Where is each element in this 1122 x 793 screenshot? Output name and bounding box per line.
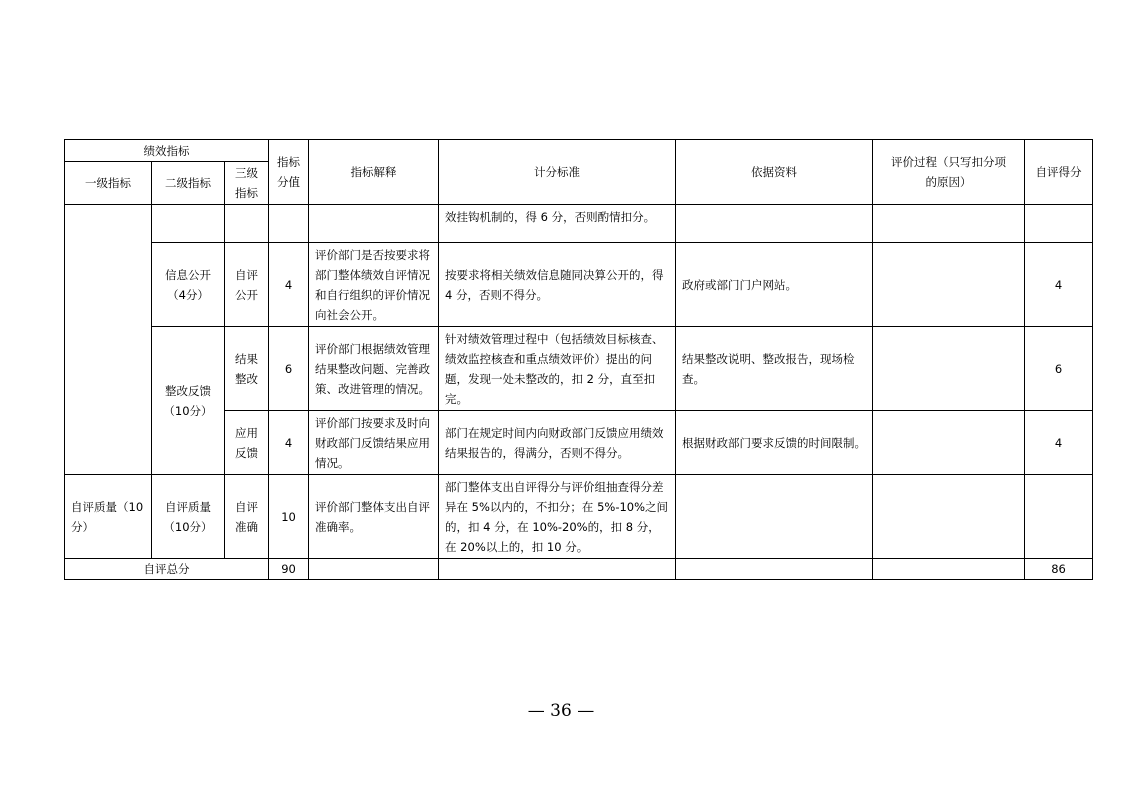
explain-cell: 评价部门按要求及时向财政部门反馈结果应用情况。 (309, 411, 439, 475)
explain-cell: 评价部门根据绩效管理结果整改问题、完善政策、改进管理的情况。 (309, 327, 439, 411)
header-level2-indicator: 二级指标 (152, 162, 225, 205)
basis-cell (676, 205, 873, 243)
level2-cell (152, 243, 225, 327)
level2-cell (152, 205, 225, 243)
basis-cell (676, 475, 873, 559)
score-cell: 4 (269, 411, 309, 475)
header-level1-indicator: 一级指标 (65, 162, 152, 205)
level2-text: 整改反馈（10分） (163, 383, 213, 418)
level2-cell (152, 327, 225, 475)
header-indicator-score (269, 140, 309, 205)
self-score-cell (1025, 205, 1093, 243)
basis-cell: 根据财政部门要求反馈的时间限制。 (676, 411, 873, 475)
standard-cell: 针对绩效管理过程中（包括绩效目标核查、绩效监控核查和重点绩效评价）提出的问题，发现一处未整改的，扣 2 分，直至扣完。 (439, 327, 676, 411)
table-row (65, 475, 1093, 559)
score-cell (269, 205, 309, 243)
explain-cell (309, 205, 439, 243)
self-score-cell (1025, 475, 1093, 559)
basis-cell: 政府或部门门户网站。 (676, 243, 873, 327)
level3-cell (225, 327, 269, 411)
total-explain-cell (309, 559, 439, 580)
total-basis-cell (676, 559, 873, 580)
level3-text: 应用反馈 (235, 425, 258, 460)
process-cell (873, 205, 1025, 243)
table-row (65, 243, 1093, 327)
total-score: 90 (269, 559, 309, 580)
header-indicator-score-text: 指标分值 (277, 155, 301, 189)
explain-cell: 评价部门是否按要求将部门整体绩效自评情况和自行组织的评价情况向社会公开。 (309, 243, 439, 327)
total-self-score: 86 (1025, 559, 1093, 580)
level1-cell-empty (65, 205, 152, 475)
standard-cell: 按要求将相关绩效信息随同决算公开的，得 4 分，否则不得分。 (439, 243, 676, 327)
level3-text: 自评公开 (235, 267, 258, 302)
level3-cell (225, 475, 269, 559)
score-cell: 6 (269, 327, 309, 411)
standard-cell: 效挂钩机制的，得 6 分，否则酌情扣分。 (439, 205, 676, 243)
header-level3-indicator-text: 三级指标 (235, 166, 258, 200)
level3-text: 结果整改 (235, 351, 258, 386)
self-score-cell: 4 (1025, 243, 1093, 327)
score-cell: 10 (269, 475, 309, 559)
header-basis-material: 依据资料 (676, 140, 873, 205)
table-row (65, 327, 1093, 411)
self-score-cell: 6 (1025, 327, 1093, 411)
standard-cell: 部门整体支出自评得分与评价组抽查得分差异在 5%以内的，不扣分；在 5%-10%之间的，扣 4 分，在 10%-20%的，扣 8 分，在 20%以上的，扣 10 分。 (439, 475, 676, 559)
header-level3-indicator (225, 162, 269, 205)
level3-cell (225, 205, 269, 243)
performance-indicator-table (64, 139, 1093, 580)
score-cell: 4 (269, 243, 309, 327)
header-performance-indicator: 绩效指标 (65, 140, 269, 162)
process-cell (873, 243, 1025, 327)
level1-cell: 自评质量（10分） (65, 475, 152, 559)
level3-cell (225, 243, 269, 327)
level2-text: 自评质量（10分） (163, 499, 213, 534)
standard-cell: 部门在规定时间内向财政部门反馈应用绩效结果报告的，得满分，否则不得分。 (439, 411, 676, 475)
level2-text: 信息公开（4分） (164, 267, 211, 302)
process-cell (873, 411, 1025, 475)
header-scoring-standard: 计分标准 (439, 140, 676, 205)
level3-cell (225, 411, 269, 475)
self-score-cell: 4 (1025, 411, 1093, 475)
table-row (65, 205, 1093, 243)
basis-cell: 结果整改说明、整改报告，现场检查。 (676, 327, 873, 411)
header-indicator-explanation: 指标解释 (309, 140, 439, 205)
explain-cell: 评价部门整体支出自评准确率。 (309, 475, 439, 559)
process-cell (873, 475, 1025, 559)
process-cell (873, 327, 1025, 411)
total-row (65, 559, 1093, 580)
page-number: — 36 — (527, 701, 595, 721)
total-standard-cell (439, 559, 676, 580)
header-self-score: 自评得分 (1025, 140, 1093, 205)
total-process-cell (873, 559, 1025, 580)
level3-text: 自评准确 (235, 499, 258, 534)
header-evaluation-process-text: 评价过程（只写扣分项的原因） (891, 155, 1007, 189)
header-evaluation-process (873, 140, 1025, 205)
level2-cell (152, 475, 225, 559)
total-label: 自评总分 (65, 559, 269, 580)
